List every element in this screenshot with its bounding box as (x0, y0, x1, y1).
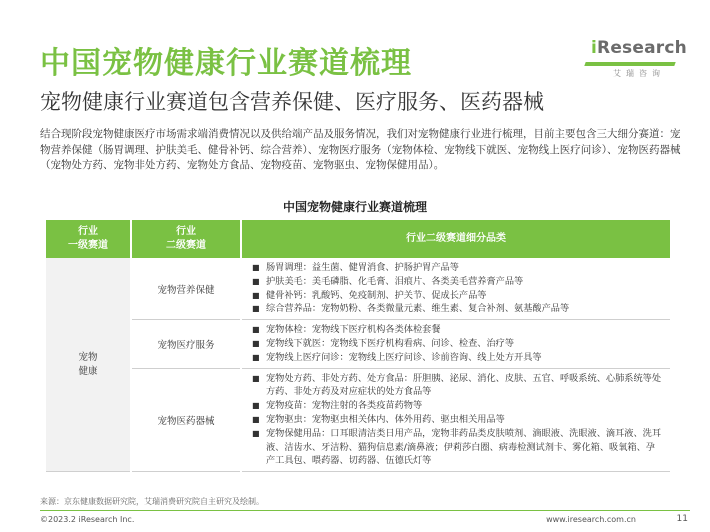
footer-website-link[interactable]: www.iresearch.com.cn (546, 515, 636, 524)
logo-i: i (591, 38, 598, 58)
items-list (250, 372, 664, 469)
header-subcategories-label: 行业二级赛道细分品类 (406, 233, 506, 244)
items-cell (241, 258, 670, 320)
items-list (250, 261, 664, 316)
header-level2-label: 行业 二级赛道 (166, 226, 206, 251)
item-text: 宠物驱虫：宠物驱虫相关体内、体外用药、驱虫相关用品等 (266, 413, 505, 425)
square-bullet-icon: ■ (252, 352, 260, 362)
item-text: 宠物疫苗：宠物注射的各类疫苗药物等 (266, 400, 423, 412)
square-bullet-icon: ■ (252, 414, 260, 424)
level2-label: 宠物医药器械 (157, 415, 215, 427)
list-item (250, 351, 664, 365)
page-number: 11 (676, 514, 688, 524)
table-row (46, 258, 670, 320)
logo-wordmark (591, 38, 687, 58)
items-cell (241, 368, 670, 472)
level1-cell (46, 258, 131, 472)
item-text: 宠物处方药、非处方药、处方食品：肝胆胰、泌尿、消化、皮肤、五官、呼吸系统、心肺系统等处方药、非处方药及对应症状的处方食品等 (266, 372, 662, 398)
table-row (46, 320, 670, 368)
items-list (250, 323, 664, 364)
level2-label: 宠物营养保健 (157, 284, 215, 296)
table-body (46, 258, 670, 472)
item-text: 宠物线下就医：宠物线下医疗机构看病、问诊、检查、治疗等 (266, 337, 515, 349)
level2-cell (131, 258, 241, 320)
square-bullet-icon: ■ (252, 325, 260, 335)
footer-copyright: ©2023.2 iResearch Inc. (40, 515, 135, 524)
header-level2 (131, 220, 241, 258)
logo-bar (584, 62, 675, 66)
logo-subtitle: 艾瑞咨询 (613, 69, 665, 78)
square-bullet-icon: ■ (252, 290, 260, 300)
table-header-row (46, 220, 670, 258)
square-bullet-icon: ■ (252, 373, 260, 383)
square-bullet-icon: ■ (252, 304, 260, 314)
list-item (250, 337, 664, 351)
level2-cell (131, 368, 241, 472)
table-title: 中国宠物健康行业赛道梳理 (282, 200, 427, 214)
item-text: 综合营养品：宠物奶粉、各类微量元素、维生素、复合补剂、氨基酸产品等 (266, 303, 570, 315)
list-item (250, 261, 664, 275)
item-text: 护肤美毛：美毛磷脂、化毛膏、泪痕片、各类美毛营养膏产品等 (266, 275, 524, 287)
list-item (250, 372, 664, 400)
logo-word: Research (597, 38, 687, 58)
list-item (250, 323, 664, 337)
table-row (46, 368, 670, 472)
header-subcategories (241, 220, 670, 258)
header-level1-label: 行业 一级赛道 (68, 226, 108, 251)
list-item (250, 289, 664, 303)
list-item (250, 427, 664, 468)
item-text: 宠物保健用品：口耳眼清洁类日用产品，宠物非药品类皮肤喷剂、滴眼液、洗眼液、滴耳液、洗耳液、洁齿水、牙洁粉、猫狗信息素/滴鼻液；伊莉莎白圈、病毒检测试剂卡、雾化箱、吸氧箱、孕产工具包、喂药器、切药器、伍德氏灯等 (266, 427, 662, 467)
level2-cell (131, 320, 241, 368)
item-text: 肠胃调理：益生菌、健胃消食、护肠护胃产品等 (266, 262, 459, 273)
iresearch-logo (583, 38, 687, 84)
page-subtitle: 宠物健康行业赛道包含营养保健、医疗服务、医药器械 (40, 90, 544, 114)
square-bullet-icon: ■ (252, 263, 260, 272)
footer-divider (40, 510, 690, 511)
segment-table (46, 220, 670, 472)
square-bullet-icon: ■ (252, 338, 260, 348)
list-item (250, 302, 664, 316)
level1-label: 宠物 健康 (78, 351, 98, 377)
header-level1 (46, 220, 131, 258)
square-bullet-icon: ■ (252, 276, 260, 286)
items-cell (241, 320, 670, 368)
level2-label: 宠物医疗服务 (157, 339, 215, 351)
square-bullet-icon: ■ (252, 401, 260, 411)
item-text: 宠物体检：宠物线下医疗机构各类体检套餐 (266, 324, 441, 336)
source-note: 来源：京东健康数据研究院，艾瑞消费研究院自主研究及绘制。 (40, 497, 264, 506)
list-item (250, 399, 664, 413)
list-item (250, 413, 664, 427)
item-text: 健骨补钙：乳酸钙、免疫制剂、护关节、促成长产品等 (266, 289, 487, 301)
item-text: 宠物线上医疗问诊：宠物线上医疗问诊、诊前咨询、线上处方开具等 (266, 351, 542, 363)
square-bullet-icon: ■ (252, 428, 260, 438)
list-item (250, 275, 664, 289)
intro-paragraph: 结合现阶段宠物健康医疗市场需求端消费情况以及供给端产品及服务情况，我们对宠物健康行业进行梳理，目前主要包含三大细分赛道：宠物营养保健（肠胃调理、护肤美毛、健骨补钙、综合营养）、宠物医疗服务（宠物体检、宠物线下就医、宠物线上医疗问诊）、宠物医药器械（宠物处方药、宠物非处方药、宠物处方食品、宠物疫苗、宠物驱虫、宠物保健用品）。 (40, 128, 681, 171)
page-title: 中国宠物健康行业赛道梳理 (40, 46, 412, 81)
